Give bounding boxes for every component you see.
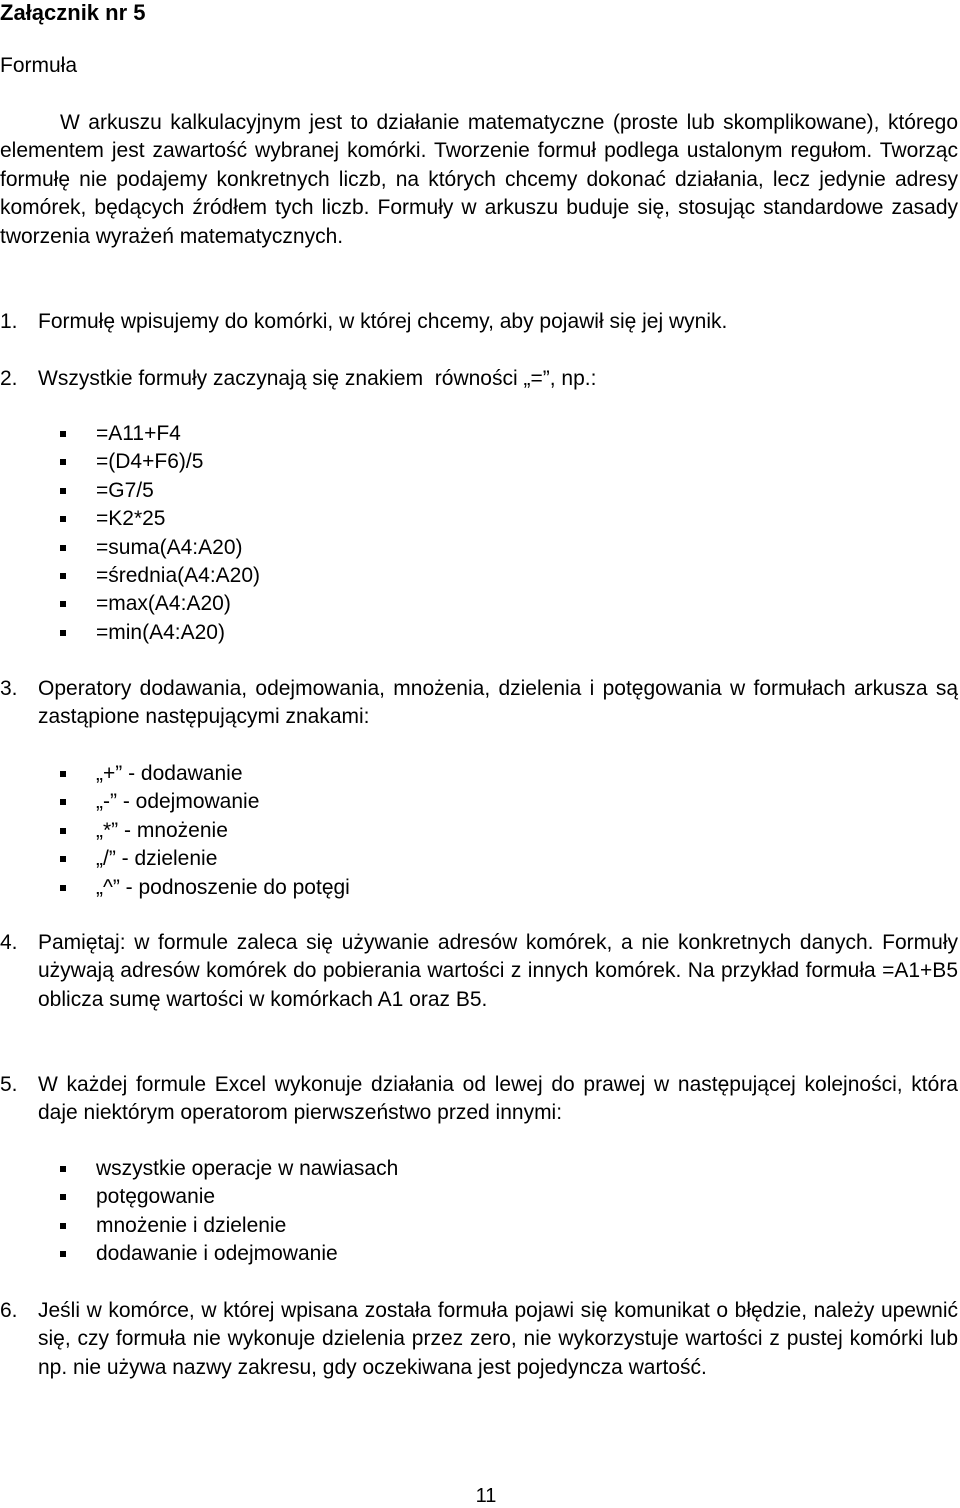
list-item (0, 874, 900, 902)
item-number: 1. (0, 310, 18, 333)
item-number: 3. (0, 677, 18, 700)
order-item: wszystkie operacje w nawiasach (96, 1157, 399, 1180)
formula-examples-list (0, 420, 900, 647)
section-title: Formuła (0, 54, 78, 77)
bullet-square-icon (60, 431, 66, 437)
item-number: 2. (0, 367, 18, 390)
bullet-square-icon (60, 459, 66, 465)
formula-example: =średnia(A4:A20) (96, 563, 261, 587)
item-number: 6. (0, 1299, 18, 1322)
order-item: dodawanie i odejmowanie (96, 1242, 338, 1266)
page-heading: Załącznik nr 5 (0, 0, 146, 25)
bullet-square-icon (60, 799, 66, 805)
operators-list (0, 760, 900, 902)
bullet-square-icon (60, 1223, 66, 1229)
order-item: mnożenie i dzielenie (96, 1213, 287, 1237)
list-item (0, 505, 900, 533)
formula-example: =K2*25 (96, 507, 166, 531)
operator-item: „/” - dzielenie (96, 847, 218, 871)
bullet-square-icon (60, 488, 66, 494)
item-text: Pamiętaj: w formule zaleca się używanie adresów komórek, a nie konkretnych danych. Formuły używają adresów komórek do pobierania wartości z innych komórek. Na przykład formuła =A1+B5 oblicza sumę wartości w komórkach A1 oraz B5. (38, 931, 958, 1011)
bullet-square-icon (60, 1194, 66, 1200)
operator-item: „+” - dodawanie (96, 762, 243, 785)
bullet-square-icon (60, 516, 66, 522)
order-item: potęgowanie (96, 1185, 216, 1209)
bullet-square-icon (60, 630, 66, 636)
item-text: W każdej formule Excel wykonuje działania od lewej do prawej w następującej kolejności, która daje niektórym operatorom pierwszeństwo przed innymi: (38, 1073, 958, 1125)
operator-item: „^” - podnoszenie do potęgi (96, 875, 350, 899)
bullet-square-icon (60, 545, 66, 551)
bullet-square-icon (60, 1251, 66, 1257)
list-item (0, 1155, 900, 1183)
formula-example: =suma(A4:A20) (96, 535, 243, 559)
item-number: 5. (0, 1073, 18, 1096)
item-text: Operatory dodawania, odejmowania, mnożenia, dzielenia i potęgowania w formułach arkusza są zastąpione następującymi znakami: (38, 677, 958, 729)
list-item (0, 1240, 900, 1268)
list-item (0, 590, 900, 618)
item-text: Formułę wpisujemy do komórki, w której chcemy, aby pojawił się jej wynik. (38, 310, 728, 333)
bullet-square-icon (60, 771, 66, 777)
list-item (0, 420, 900, 448)
formula-example: =min(A4:A20) (96, 620, 225, 644)
list-item (0, 534, 900, 562)
list-item (0, 1183, 900, 1211)
formula-example: =A11+F4 (96, 422, 181, 445)
formula-example: =max(A4:A20) (96, 592, 231, 616)
list-item (0, 1212, 900, 1240)
bullet-square-icon (60, 601, 66, 607)
list-item (0, 817, 900, 845)
intro-paragraph: W arkuszu kalkulacyjnym jest to działanie matematyczne (proste lub skomplikowane), którego elementem jest zawartość wybranej komórki. Tworzenie formuł podlega ustalonym regułom. Tworząc formułę nie podajemy konkretnych liczb, na których chcemy dokonać działania, lecz jedynie adresy komórek, będących źródłem tych liczb. Formuły w arkuszu buduje się, stosując standardowe zasady tworzenia wyrażeń matematycznych. (0, 111, 958, 248)
list-item (0, 845, 900, 873)
item-text: Jeśli w komórce, w której wpisana została formuła pojawi się komunikat o błędzie, należy upewnić się, czy formuła nie wykonuje dzielenia przez zero, nie wykorzystuje wartości z pustej komórki lub np. nie używa nazwy zakresu, gdy oczekiwana jest pojedyncza wartość. (38, 1299, 958, 1379)
bullet-square-icon (60, 856, 66, 862)
list-item (0, 477, 900, 505)
operator-item: „*” - mnożenie (96, 818, 228, 842)
page-number: 11 (475, 1485, 497, 1507)
bullet-square-icon (60, 573, 66, 579)
formula-example: =(D4+F6)/5 (96, 450, 204, 474)
bullet-square-icon (60, 828, 66, 834)
list-item (0, 760, 900, 788)
bullet-square-icon (60, 1166, 66, 1172)
bullet-square-icon (60, 885, 66, 891)
list-item (0, 788, 900, 816)
list-item (0, 562, 900, 590)
item-number: 4. (0, 931, 18, 954)
list-item (0, 619, 900, 647)
item-text: Wszystkie formuły zaczynają się znakiem równości „=”, np.: (38, 367, 597, 390)
operator-item: „-” - odejmowanie (96, 790, 260, 814)
order-list (0, 1155, 900, 1269)
list-item (0, 448, 900, 476)
formula-example: =G7/5 (96, 478, 154, 502)
